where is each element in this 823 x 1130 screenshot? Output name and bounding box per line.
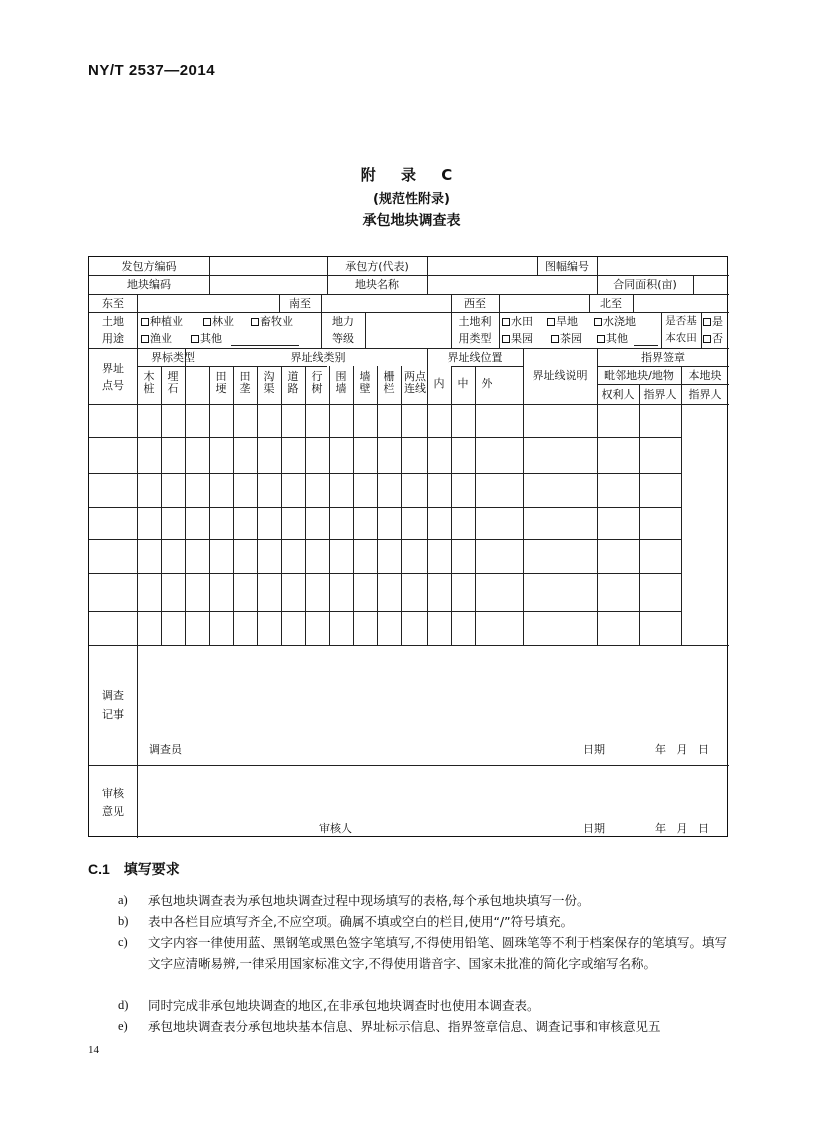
contract-area-label: 合同面积(亩): [613, 278, 677, 291]
checkbox-icon: [703, 335, 711, 343]
section-title: 填写要求: [123, 862, 180, 878]
line-col-3: 沟渠: [263, 370, 275, 395]
marker-type-label: 界标类型: [151, 351, 195, 364]
this-plot-label: 本地块: [688, 369, 722, 382]
requirement-item: d) 同时完成非承包地块调查的地区,在非承包地块调查时也使用本调查表。: [118, 998, 540, 1013]
line-position-label: 界址线位置: [447, 351, 503, 364]
basic-farmland-label-2: 本农田: [665, 332, 697, 344]
checkbox-icon: [251, 318, 259, 326]
basic-farmland-yes[interactable]: 是: [703, 315, 723, 328]
pos-col-out: 外: [481, 377, 493, 390]
survey-date-ymd: 年 月 日: [655, 743, 709, 756]
checkbox-icon: [551, 335, 559, 343]
checkbox-icon: [547, 318, 555, 326]
land-type-label-2: 用类型: [458, 332, 492, 345]
checkbox-icon: [141, 318, 149, 326]
checkbox-icon: [597, 335, 605, 343]
checkbox-icon: [502, 335, 510, 343]
appendix-nature: (规范性附录): [373, 192, 450, 207]
type-option-paddy[interactable]: 水田: [502, 315, 533, 328]
checkbox-icon: [594, 318, 602, 326]
point-no-label-1: 界址: [102, 362, 124, 375]
grade-label-1: 地力: [332, 315, 354, 328]
use-option-other[interactable]: 其他: [191, 332, 222, 345]
pos-col-mid: 中: [457, 377, 469, 390]
plot-code-label: 地块编码: [127, 278, 171, 291]
point-no-label-2: 点号: [102, 379, 124, 392]
requirement-item: b) 表中各栏目应填写齐全,不应空项。确属不填或空白的栏目,使用“/”符号填充。: [118, 914, 574, 929]
checkbox-icon: [141, 335, 149, 343]
section-heading: [88, 859, 180, 879]
reviewer-label: 审核人: [319, 822, 352, 835]
pos-col-in: 内: [433, 377, 445, 390]
review-date-label: 日期: [583, 822, 605, 835]
checkbox-icon: [203, 318, 211, 326]
line-type-label: 界址线类别: [290, 351, 346, 364]
neighbor-pointer-label: 指界人: [643, 388, 677, 401]
line-col-2: 田垄: [239, 370, 251, 395]
south-label: 南至: [289, 297, 311, 310]
checkbox-icon: [502, 318, 510, 326]
contractor-label: 承包方(代表): [345, 260, 409, 273]
survey-date-label: 日期: [583, 743, 605, 756]
type-option-orchard[interactable]: 果园: [502, 332, 533, 345]
survey-notes-label-2: 记事: [102, 708, 124, 721]
basic-farmland-label-1: 是否基: [665, 315, 697, 327]
review-date-ymd: 年 月 日: [655, 822, 709, 835]
west-label: 西至: [464, 297, 486, 310]
appendix-label: 附 录 C: [360, 166, 463, 184]
requirement-item: e) 承包地块调查表分承包地块基本信息、界址标示信息、指界签章信息、调查记事和审核意见五: [118, 1019, 661, 1034]
line-col-7: 墙壁: [359, 370, 371, 395]
issuer-code-label: 发包方编码: [121, 260, 177, 273]
map-sheet-label: 图幅编号: [545, 260, 589, 273]
rights-holder-label: 权利人: [601, 388, 635, 401]
form-title: 承包地块调查表: [362, 213, 461, 229]
survey-form: [88, 256, 728, 837]
line-col-5: 行树: [311, 370, 323, 395]
checkbox-icon: [191, 335, 199, 343]
land-use-label-1: 土地: [102, 315, 124, 328]
marker-col-wood: 木桩: [143, 370, 155, 395]
requirement-item: a) 承包地块调查表为承包地块调查过程中现场填写的表格,每个承包地块填写一份。: [118, 893, 590, 908]
type-option-tea[interactable]: 茶园: [551, 332, 582, 345]
requirement-item: c) 文字内容一律使用蓝、黑钢笔或黑色签字笔填写,不得使用铅笔、圆珠笔等不利于档案保存的笔填写。填写文字应清晰易辨,一律采用国家标准文字,不得使用谐音字、国家未批准的简化字或缩写名称。: [118, 935, 727, 971]
use-option-husbandry[interactable]: 畜牧业: [251, 315, 293, 328]
type-option-other[interactable]: 其他: [597, 332, 628, 345]
line-col-8: 栅栏: [383, 370, 395, 395]
line-col-4: 道路: [287, 370, 299, 395]
use-option-forestry[interactable]: 林业: [203, 315, 234, 328]
page-number: 14: [88, 1044, 99, 1056]
use-option-fishery[interactable]: 渔业: [141, 332, 172, 345]
type-option-irrigated[interactable]: 水浇地: [594, 315, 636, 328]
line-col-9: 两点连线: [404, 370, 426, 395]
north-label: 北至: [600, 297, 622, 310]
this-plot-pointer-label: 指界人: [688, 388, 722, 401]
type-option-dryland[interactable]: 旱地: [547, 315, 578, 328]
grade-label-2: 等级: [332, 332, 354, 345]
plot-name-label: 地块名称: [355, 278, 399, 291]
east-label: 东至: [102, 297, 124, 310]
marker-col-stone: 埋石: [167, 370, 179, 395]
land-use-label-2: 用途: [102, 332, 124, 345]
survey-notes-label-1: 调查: [102, 689, 124, 702]
section-number: C.1: [88, 861, 110, 877]
land-type-label-1: 土地利: [458, 315, 492, 328]
line-col-6: 围墙: [335, 370, 347, 395]
use-option-farming[interactable]: 种植业: [141, 315, 183, 328]
line-desc-label: 界址线说明: [532, 369, 588, 382]
surveyor-label: 调查员: [149, 743, 182, 756]
sign-label: 指界签章: [641, 351, 685, 364]
standard-code: NY/T 2537—2014: [88, 62, 216, 79]
review-label-1: 审核: [102, 787, 124, 800]
line-col-1: 田埂: [215, 370, 227, 395]
basic-farmland-no[interactable]: 否: [703, 332, 723, 345]
checkbox-icon: [703, 318, 711, 326]
review-label-2: 意见: [102, 805, 124, 818]
neighbor-label: 毗邻地块/地物: [604, 369, 674, 382]
